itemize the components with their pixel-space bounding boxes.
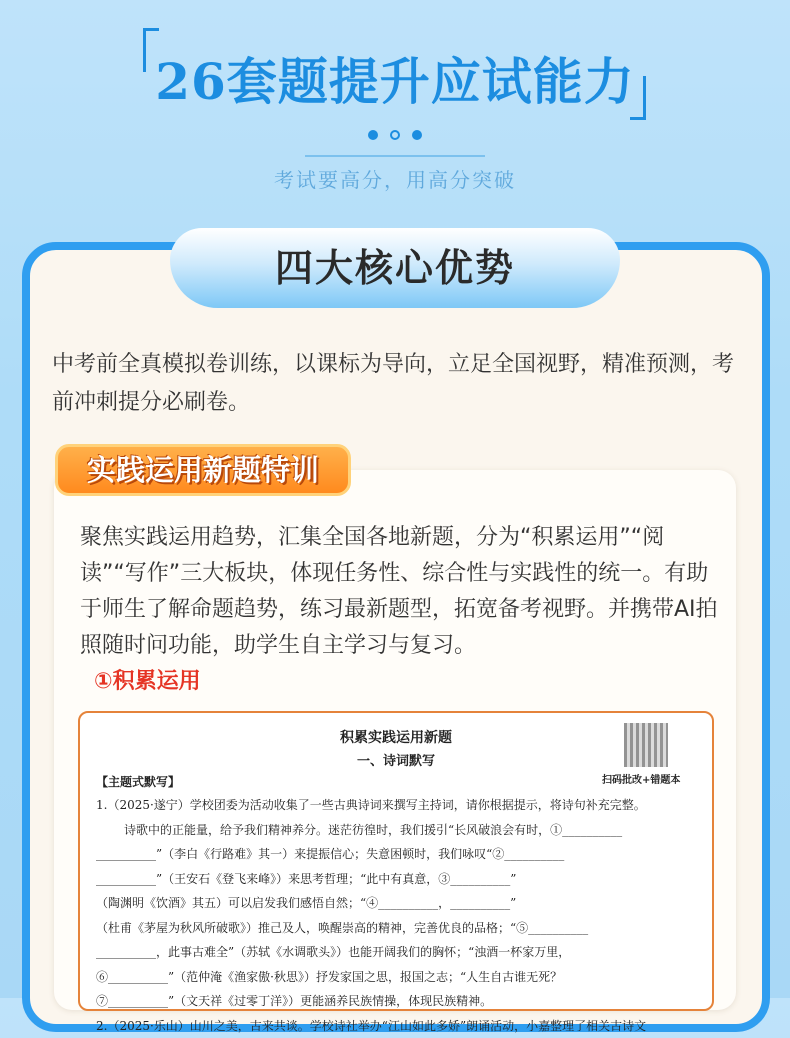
dot-hollow-icon [390, 130, 400, 140]
qr-label: 扫码批改+错题本 [602, 771, 680, 786]
feature-ribbon: 实践运用新题特训 [55, 444, 351, 496]
doc-subtitle: 一、诗词默写 [80, 750, 712, 769]
dot-icon [412, 130, 422, 140]
pagination-dots [0, 124, 790, 143]
card-intro: 中考前全真模拟卷训练，以课标为导向，立足全国视野，精准预测，考前冲刺提分必刷卷。 [52, 346, 742, 422]
card-heading: 四大核心优势 [170, 228, 620, 308]
doc-line: ⑦__________”（文天祥《过零丁洋》）更能涵养民族情操，体现民族精神。 [96, 989, 700, 1014]
doc-title: 积累实践运用新题 [80, 727, 712, 747]
doc-line: __________，此事古难全”（苏轼《水调歌头》）也能开阔我们的胸怀；“浊酒一杯家万里， [96, 940, 700, 965]
exam-preview [78, 711, 714, 1011]
section-label: ①积累运用 [94, 664, 201, 695]
doc-section-tag: 【主题式默写】 [96, 773, 180, 790]
title-bracket-right [630, 76, 646, 120]
doc-body [96, 793, 700, 1038]
doc-line: __________”（李白《行路难》其一）来提振信心；失意困顿时，我们咏叹“②__________ [96, 842, 700, 867]
page-title: 26套题提升应试能力 [0, 42, 790, 114]
divider [305, 155, 485, 157]
doc-line: 2.（2025·乐山）山川之美，古来共谈。学校诗社举办“江山如此多娇”朗诵活动，小嘉整理了相关古诗文 [96, 1014, 700, 1038]
page-subtitle: 考试要高分，用高分突破 [0, 164, 790, 193]
doc-line: （陶渊明《饮酒》其五）可以启发我们感悟自然；“④__________，__________” [96, 891, 700, 916]
doc-line: 1.（2025·遂宁）学校团委为活动收集了一些古典诗词来撰写主持词，请你根据提示，将诗句补充完整。 [96, 793, 700, 818]
doc-line: __________”（王安石《登飞来峰》）来思考哲理；“此中有真意，③__________” [96, 867, 700, 892]
dot-icon [368, 130, 378, 140]
qr-code-icon [624, 723, 668, 767]
doc-line: 诗歌中的正能量，给予我们精神养分。迷茫彷徨时，我们援引“长风破浪会有时，①__________ [96, 818, 700, 843]
doc-line: （杜甫《茅屋为秋风所破歌》）推己及人，唤醒崇高的精神，完善优良的品格；“⑤__________ [96, 916, 700, 941]
doc-line: ⑥__________”（范仲淹《渔家傲·秋思》）抒发家国之思，报国之志；“人生自古谁无死？ [96, 965, 700, 990]
feature-description: 聚焦实践运用趋势，汇集全国各地新题，分为“积累运用”“阅读”“写作”三大板块，体现任务性、综合性与实践性的统一。有助于师生了解命题趋势，练习最新题型，拓宽备考视野。并携带AI拍照随时问功能，助学生自主学习与复习。 [80, 520, 728, 664]
